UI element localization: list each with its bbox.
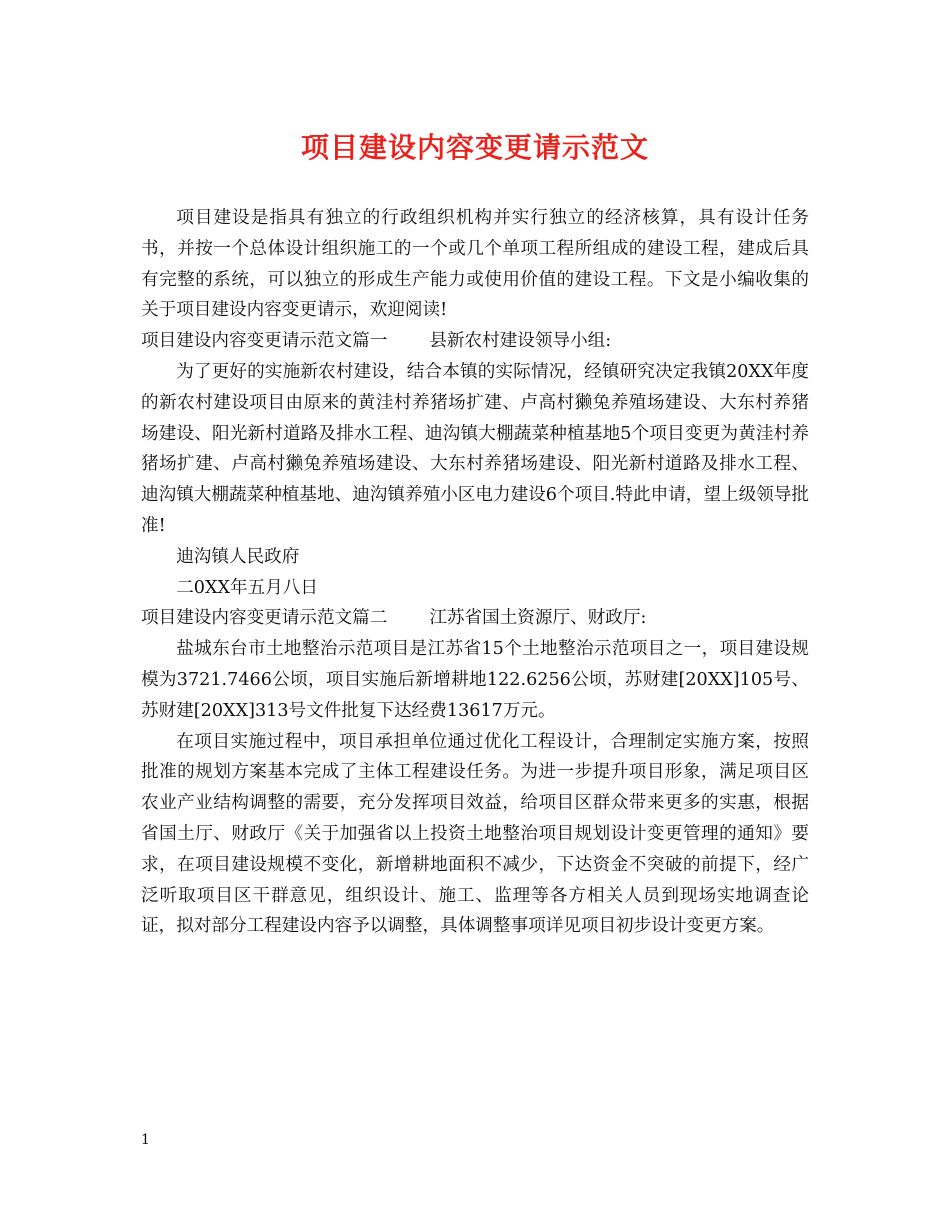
intro-paragraph: 项目建设是指具有独立的行政组织机构并实行独立的经济核算，具有设计任务书，并按一个总体设计组织施工的一个或几个单项工程所组成的建设工程，建成后具有完整的系统，可以独立的形成生产能力或使用价值的建设工程。下文是小编收集的关于项目建设内容变更请示，欢迎阅读!	[141, 208, 809, 321]
section1-recipient: 县新农村建设领导小组:	[429, 331, 612, 352]
section1-heading-line	[141, 326, 809, 357]
section2-recipient: 江苏省国土资源厅、财政厅:	[429, 608, 647, 629]
document-title: 项目建设内容变更请示范文	[300, 131, 649, 164]
section2-heading-line	[141, 603, 809, 634]
page-number: 1	[141, 1132, 150, 1148]
section1-heading: 项目建设内容变更请示范文篇一	[141, 331, 388, 352]
section1-signature: 迪沟镇人民政府	[176, 546, 300, 567]
document-body	[141, 203, 809, 942]
section2-heading: 项目建设内容变更请示范文篇二	[141, 608, 388, 629]
section2-paragraph-2: 在项目实施过程中，项目承担单位通过优化工程设计，合理制定实施方案，按照批准的规划方案基本完成了主体工程建设任务。为进一步提升项目形象，满足项目区农业产业结构调整的需要，充分发挥项目效益，给项目区群众带来更多的实惠，根据省国土厅、财政厅《关于加强省以上投资土地整治项目规划设计变更管理的通知》要求，在项目建设规模不变化，新增耕地面积不减少，下达资金不突破的前提下，经广泛听取项目区干群意见，组织设计、施工、监理等各方相关人员到现场实地调查论证，拟对部分工程建设内容予以调整，具体调整事项详见项目初步设计变更方案。	[141, 731, 809, 937]
section2-paragraph-1: 盐城东台市土地整治示范项目是江苏省15个土地整治示范项目之一，项目建设规模为3721.7466公顷，项目实施后新增耕地122.6256公顷，苏财建[20XX]105号、苏财建[20XX]313号文件批复下达经费13617万元。	[141, 639, 809, 721]
section1-paragraph: 为了更好的实施新农村建设，结合本镇的实际情况，经镇研究决定我镇20XX年度的新农村建设项目由原来的黄洼村养猪场扩建、卢高村獭兔养殖场建设、大东村养猪场建设、阳光新村道路及排水工程、迪沟镇大棚蔬菜种植基地5个项目变更为黄洼村养猪场扩建、卢高村獭兔养殖场建设、大东村养猪场建设、阳光新村道路及排水工程、迪沟镇大棚蔬菜种植基地、迪沟镇养殖小区电力建设6个项目.特此申请，望上级领导批准!	[141, 361, 809, 536]
section1-date: 二0XX年五月八日	[176, 577, 318, 598]
